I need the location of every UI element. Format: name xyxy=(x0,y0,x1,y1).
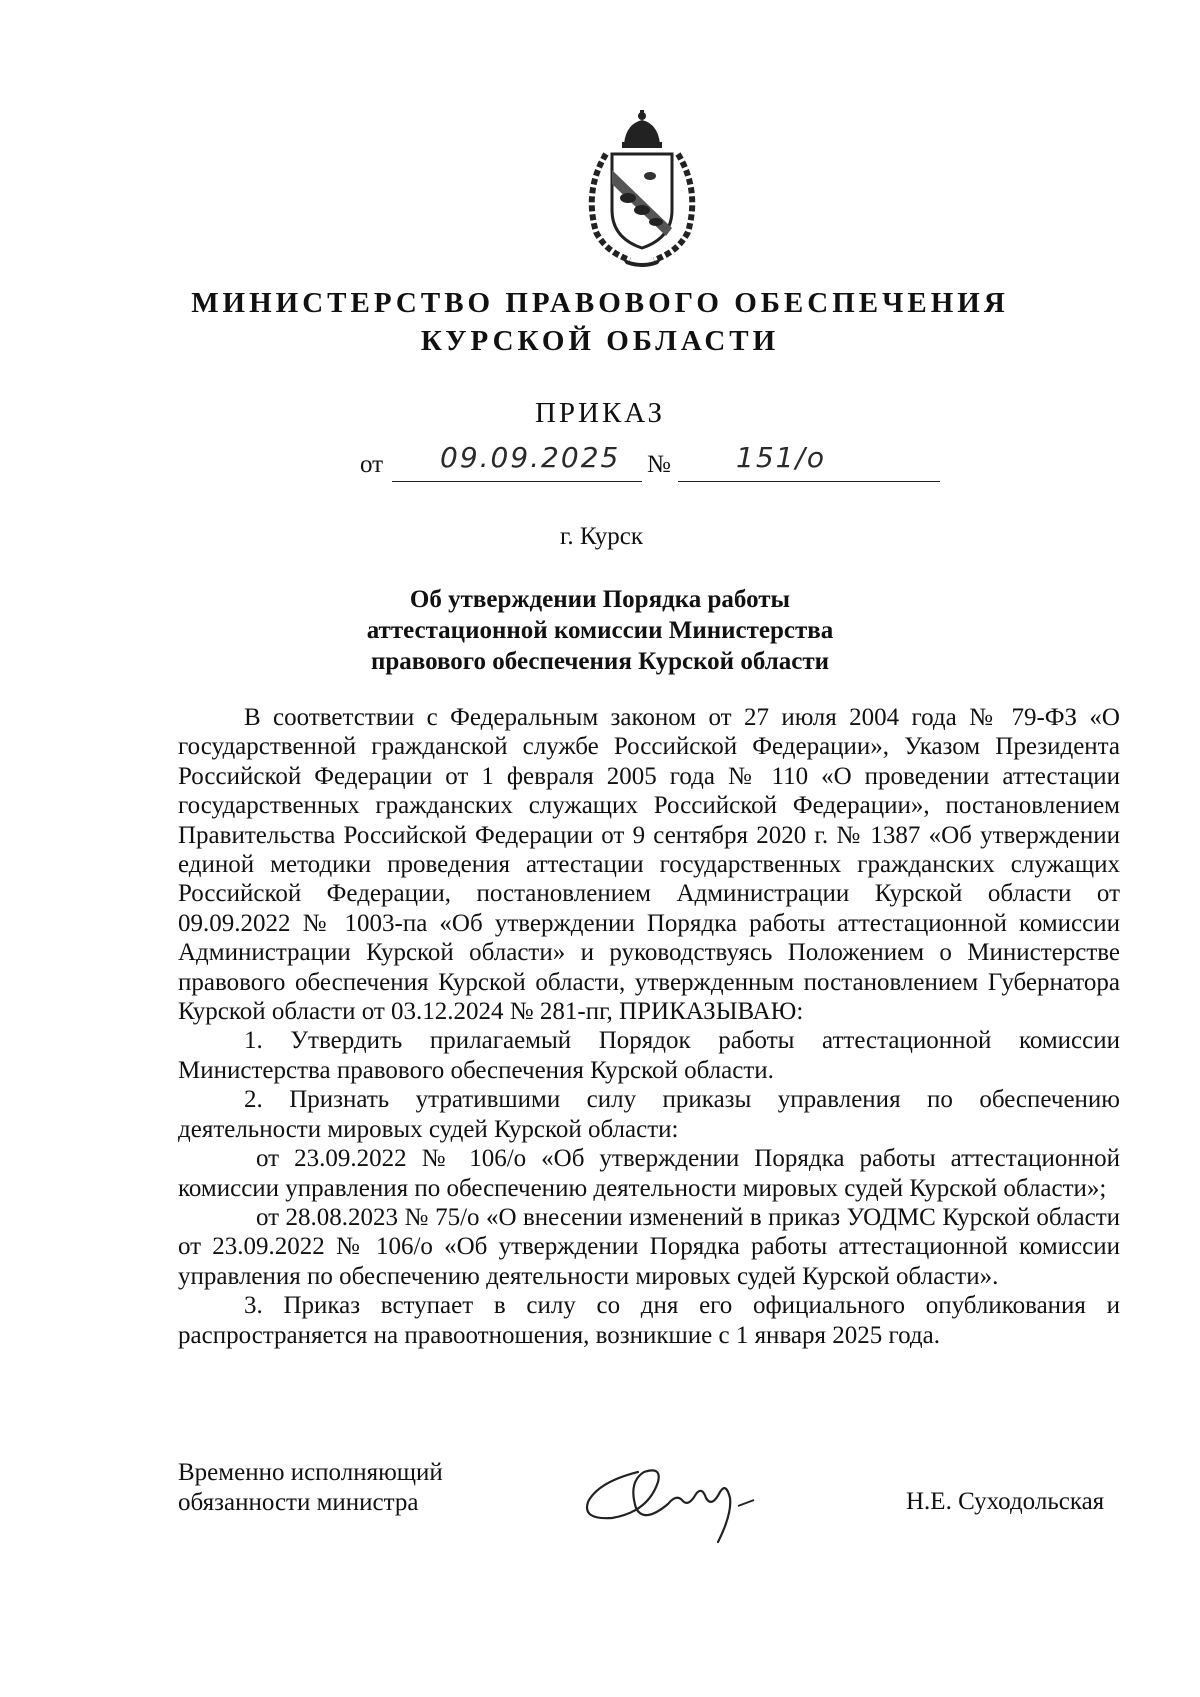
ministry-name-line1: МИНИСТЕРСТВО ПРАВОВОГО ОБЕСПЕЧЕНИЯ xyxy=(191,287,1009,319)
number-value: 151/о xyxy=(736,441,827,474)
coat-of-arms-icon xyxy=(566,110,718,268)
ministry-name-line2: КУРСКОЙ ОБЛАСТИ xyxy=(420,325,780,357)
item-2-paragraph: 2. Признать утратившими силу приказы управления по обеспечению деятельности мировых судей Курской области: xyxy=(178,1086,1120,1143)
item-1-paragraph: 1. Утвердить прилагаемый Порядок работы аттестационной комиссии Министерства правового обеспечения Курской области. xyxy=(178,1027,1120,1084)
number-field xyxy=(678,441,940,482)
date-label: от xyxy=(360,451,384,478)
position-line2: обязанности министра xyxy=(178,1489,419,1516)
item-2-sub-1-paragraph: от 23.09.2022 № 106/о «Об утверждении Порядка работы аттестационной комиссии управления по обеспечению деятельности мировых судей Курской области»; xyxy=(178,1145,1120,1202)
handwritten-signature-icon xyxy=(578,1442,768,1552)
subject-line3: правового обеспечения Курской области xyxy=(370,648,830,675)
item-3-paragraph: 3. Приказ вступает в силу со дня его официального опубликования и распространяется на правоотношения, возникшие с 1 января 2025 года. xyxy=(178,1292,1120,1349)
signatory-position xyxy=(178,1458,443,1518)
document-type: ПРИКАЗ xyxy=(534,397,666,429)
document-subject xyxy=(330,584,870,677)
registration-row xyxy=(0,441,1200,487)
date-value: 09.09.2025 xyxy=(440,441,621,474)
city: г. Курск xyxy=(560,523,643,550)
signatory-name: Н.Е. Суходольская xyxy=(906,1488,1105,1515)
subject-line1: Об утверждении Порядка работы xyxy=(409,586,791,613)
position-line1: Временно исполняющий xyxy=(178,1459,443,1486)
document-body xyxy=(178,703,1120,1350)
preamble-paragraph: В соответствии с Федеральным законом от 27 июля 2004 года № 79-ФЗ «О государственной гражданской службе Российской Федерации», Указом Президента Российской Федерации от 1 февраля 2005 года № 110 «О проведении аттестации государственных гражданских служащих Российской Федерации», постановлением Правительства Российской Федерации от 9 сентября 2020 г. № 1387 «Об утверждении единой методики проведения аттестации государственных гражданских служащих Российской Федерации, постановлением Администрации Курской области от 09.09.2022 № 1003-па «Об утверждении Порядка работы аттестационной комиссии Администрации Курской области» и руководствуясь Положением о Министерстве правового обеспечения Курской области, утвержденным постановлением Губернатора Курской области от 03.12.2024 № 281-пг, ПРИКАЗЫВАЮ: xyxy=(178,704,1120,1026)
subject-line2: аттестационной комиссии Министерства xyxy=(366,617,834,644)
number-label: № xyxy=(647,451,671,478)
item-2-sub-2-paragraph: от 28.08.2023 № 75/о «О внесении изменений в приказ УОДМС Курской области от 23.09.2022 № 106/о «Об утверждении Порядка работы аттестационной комиссии управления по обеспечению деятельности мировых судей Курской области». xyxy=(178,1203,1120,1290)
date-field xyxy=(392,441,642,482)
